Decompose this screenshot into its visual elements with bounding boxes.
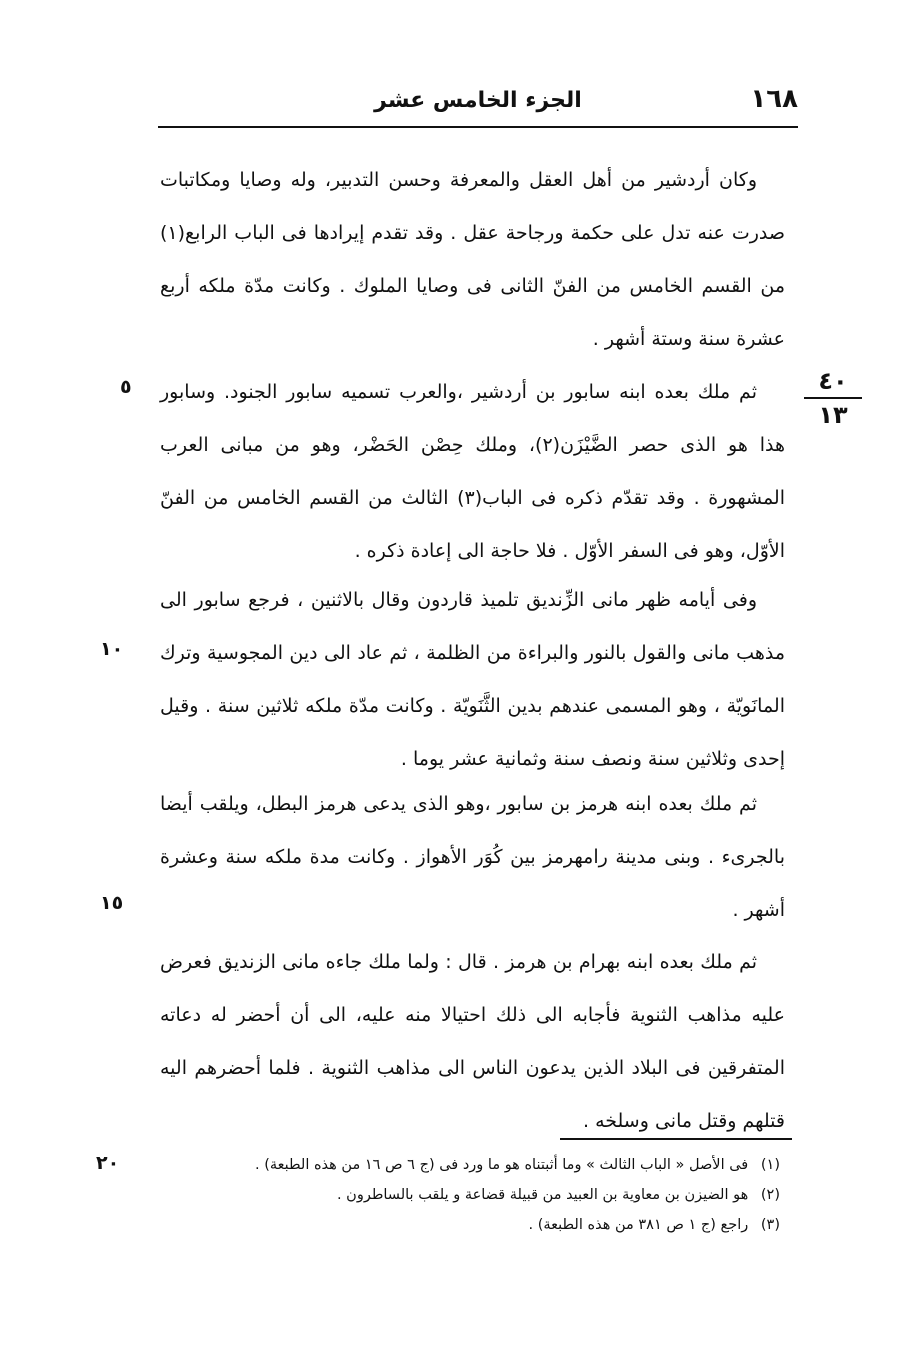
paragraph-2-block [160,366,785,578]
footnote-text: راجع (ج ١ ص ٣٨١ من هذه الطبعة) . [528,1217,749,1233]
paragraph-4-block [160,778,785,937]
paragraph-5-block [160,936,785,1148]
footnote-text: هو الضيزن بن معاوية بن العبيد من قبيلة قضاعة و يلقب بالساطرون . [336,1187,749,1203]
footnote-label: (١) [760,1157,780,1173]
running-title: الجزء الخامس عشر [374,88,582,113]
margin-ref-divider [804,397,862,399]
page-number: ١٦٨ [750,84,798,114]
footnote-label: (٢) [760,1187,780,1203]
paragraph: ثم ملك بعده ابنه هرمز بن سابور ،وهو الذى يدعى هرمز البطل، ويلقب أيضا بالجرىء . وبنى مدينة رامهرمز بين كُوَر الأهواز . وكانت مدة ملكه سنة وعشرة أشهر . [160,793,785,921]
line-number-20: ٢٠ [96,1152,120,1174]
footnote-item [180,1150,780,1180]
paragraph-1-block [160,154,785,366]
line-number-10: ١٠ [100,638,124,660]
footnote-rule [560,1138,792,1140]
header-rule [158,126,798,128]
paragraph-3-block [160,574,785,786]
footnote-item [180,1210,780,1240]
line-number-5: ٥ [120,376,132,398]
page-header [158,84,798,128]
paragraph: ثم ملك بعده ابنه بهرام بن هرمز . قال : ولما ملك جاءه مانى الزنديق فعرض عليه مذاهب الثنوية فأجابه الى ذلك احتيالا منه عليه، الى أن أحضر له دعاته المتفرقين فى البلاد الذين يدعون الناس الى مذاهب الثنوية . فلما أحضرهم اليه قتلهم وقتل مانى وسلخه . [160,951,785,1132]
line-number-15: ١٥ [100,892,124,914]
footnote-text: فى الأصل « الباب الثالث » وما أثبتناه هو ما ورد فى (ج ٦ ص ١٦ من هذه الطبعة) . [254,1157,749,1173]
margin-ref-top: ٤٠ [818,367,848,395]
paragraph: ثم ملك بعده ابنه سابور بن أردشير ،والعرب تسميه سابور الجنود. وسابور هذا هو الذى حصر الضَّيْزَن(٢)، وملك حِصْن الحَضْر، وهو من مبانى العرب المشهورة . وقد تقدّم ذكره فى الباب(٣) الثالث من القسم الخامس من الفنّ الأوّل، وهو فى السفر الأوّل . فلا حاجة الى إعادة ذكره . [160,381,786,562]
footnote-label: (٣) [760,1217,780,1233]
margin-page-reference [800,367,866,429]
paragraph: وكان أردشير من أهل العقل والمعرفة وحسن التدبير، وله وصايا ومكاتبات صدرت عنه تدل على حكمة ورجاحة عقل . وقد تقدم إيرادها فى الباب الرابع(١) من القسم الخامس من الفنّ الثانى فى وصايا الملوك . وكانت مدّة ملكه أربع عشرة سنة وستة أشهر . [160,169,785,350]
margin-ref-bottom: ١٣ [818,401,848,429]
footnote-item [180,1180,780,1210]
footnotes [180,1150,780,1240]
paragraph: وفى أيامه ظهر مانى الزِّنديق تلميذ قاردون وقال بالاثنين ، فرجع سابور الى مذهب مانى والقول بالنور والبراءة من الظلمة ، ثم عاد الى دين المجوسية وترك المانَويّة ، وهو المسمى عندهم بدين الثَّنَويّة . وكانت مدّة ملكه ثلاثين سنة . وقيل إحدى وثلاثين سنة ونصف سنة وثمانية عشر يوما . [160,589,785,770]
